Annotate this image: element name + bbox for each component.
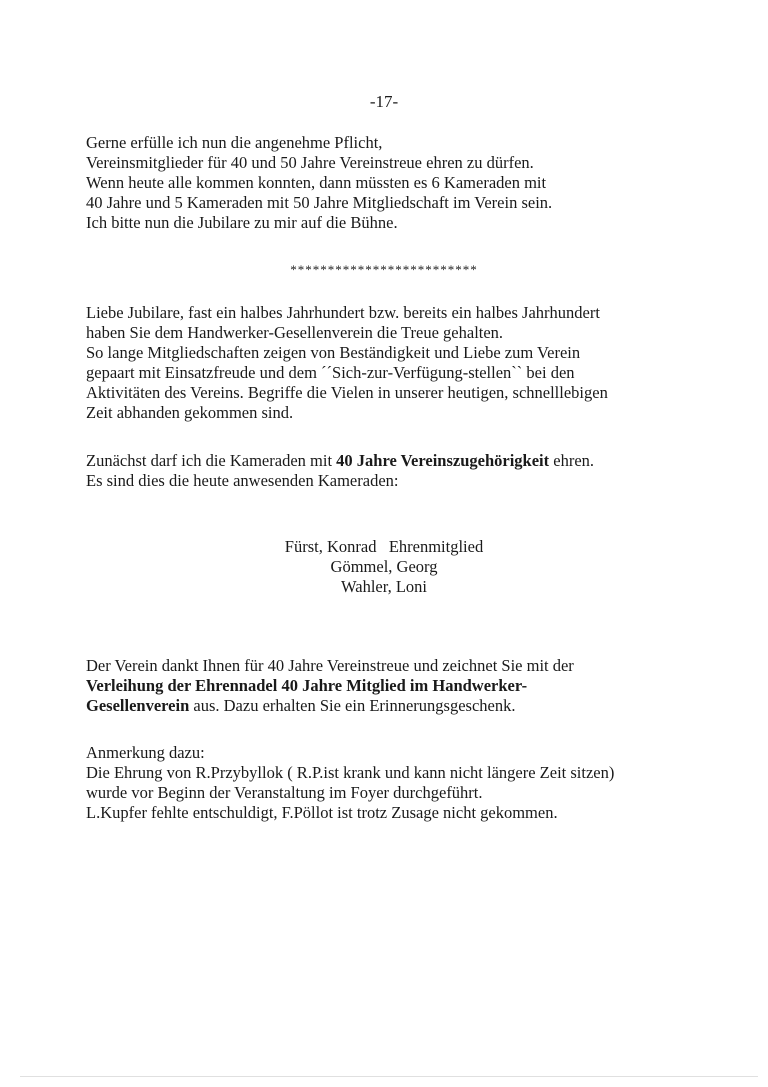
award-paragraph <box>86 656 686 716</box>
text-line: Gerne erfülle ich nun die angenehme Pflicht, <box>86 133 383 152</box>
page-number: -17- <box>369 92 399 111</box>
text-run: aus. Dazu erhalten Sie ein Erinnerungsgeschenk. <box>189 696 516 715</box>
text-line: Aktivitäten des Vereins. Begriffe die Vielen in unserer heutigen, schnelllebigen <box>86 383 608 402</box>
text-line <box>86 451 686 471</box>
text-line: So lange Mitgliedschaften zeigen von Beständigkeit und Liebe zum Verein <box>86 343 581 362</box>
intro-paragraph <box>86 133 686 233</box>
text-line: gepaart mit Einsatzfreude und dem ´´Sich-zur-Verfügung-stellen`` bei den <box>86 363 575 382</box>
text-line: wurde vor Beginn der Veranstaltung im Foyer durchgeführt. <box>86 783 483 802</box>
text-line <box>86 696 686 716</box>
text-run: ehren. <box>549 451 595 470</box>
honoree-name: Fürst, Konrad Ehrenmitglied <box>284 537 484 556</box>
text-line: Vereinsmitglieder für 40 und 50 Jahre Vereinstreue ehren zu dürfen. <box>86 153 534 172</box>
text-line: Es sind dies die heute anwesenden Kameraden: <box>86 471 399 490</box>
honoree-list <box>0 537 768 597</box>
bold-text: 40 Jahre Vereinszugehörigkeit <box>336 451 550 470</box>
text-line: L.Kupfer fehlte entschuldigt, F.Pöllot ist trotz Zusage nicht gekommen. <box>86 803 558 822</box>
text-line: Der Verein dankt Ihnen für 40 Jahre Vereinstreue und zeichnet Sie mit der <box>86 656 574 675</box>
honoree-name: Gömmel, Georg <box>330 557 438 576</box>
text-line: 40 Jahre und 5 Kameraden mit 50 Jahre Mitgliedschaft im Verein sein. <box>86 193 553 212</box>
text-line: Die Ehrung von R.Przybyllok ( R.P.ist krank und kann nicht längere Zeit sitzen) <box>86 763 615 782</box>
text-line: Ich bitte nun die Jubilare zu mir auf die Bühne. <box>86 213 398 232</box>
honoree-name: Wahler, Loni <box>341 577 427 596</box>
text-line: Zeit abhanden gekommen sind. <box>86 403 294 422</box>
scan-edge-divider <box>20 1076 758 1077</box>
text-run: Zunächst darf ich die Kameraden mit <box>86 451 337 470</box>
forty-years-paragraph <box>86 451 686 491</box>
text-line: haben Sie dem Handwerker-Gesellenverein die Treue gehalten. <box>86 323 504 342</box>
asterisk-separator: ************************* <box>290 262 478 277</box>
text-line: Wenn heute alle kommen konnten, dann müssten es 6 Kameraden mit <box>86 173 547 192</box>
text-line: Anmerkung dazu: <box>86 743 205 762</box>
jubilare-paragraph <box>86 303 686 423</box>
bold-text: Verleihung der Ehrennadel 40 Jahre Mitglied im Handwerker- <box>86 676 528 695</box>
bold-text: Gesellenverein <box>86 696 190 715</box>
note-paragraph <box>86 743 686 823</box>
text-line <box>86 676 686 696</box>
text-line: Liebe Jubilare, fast ein halbes Jahrhundert bzw. bereits ein halbes Jahrhundert <box>86 303 600 322</box>
